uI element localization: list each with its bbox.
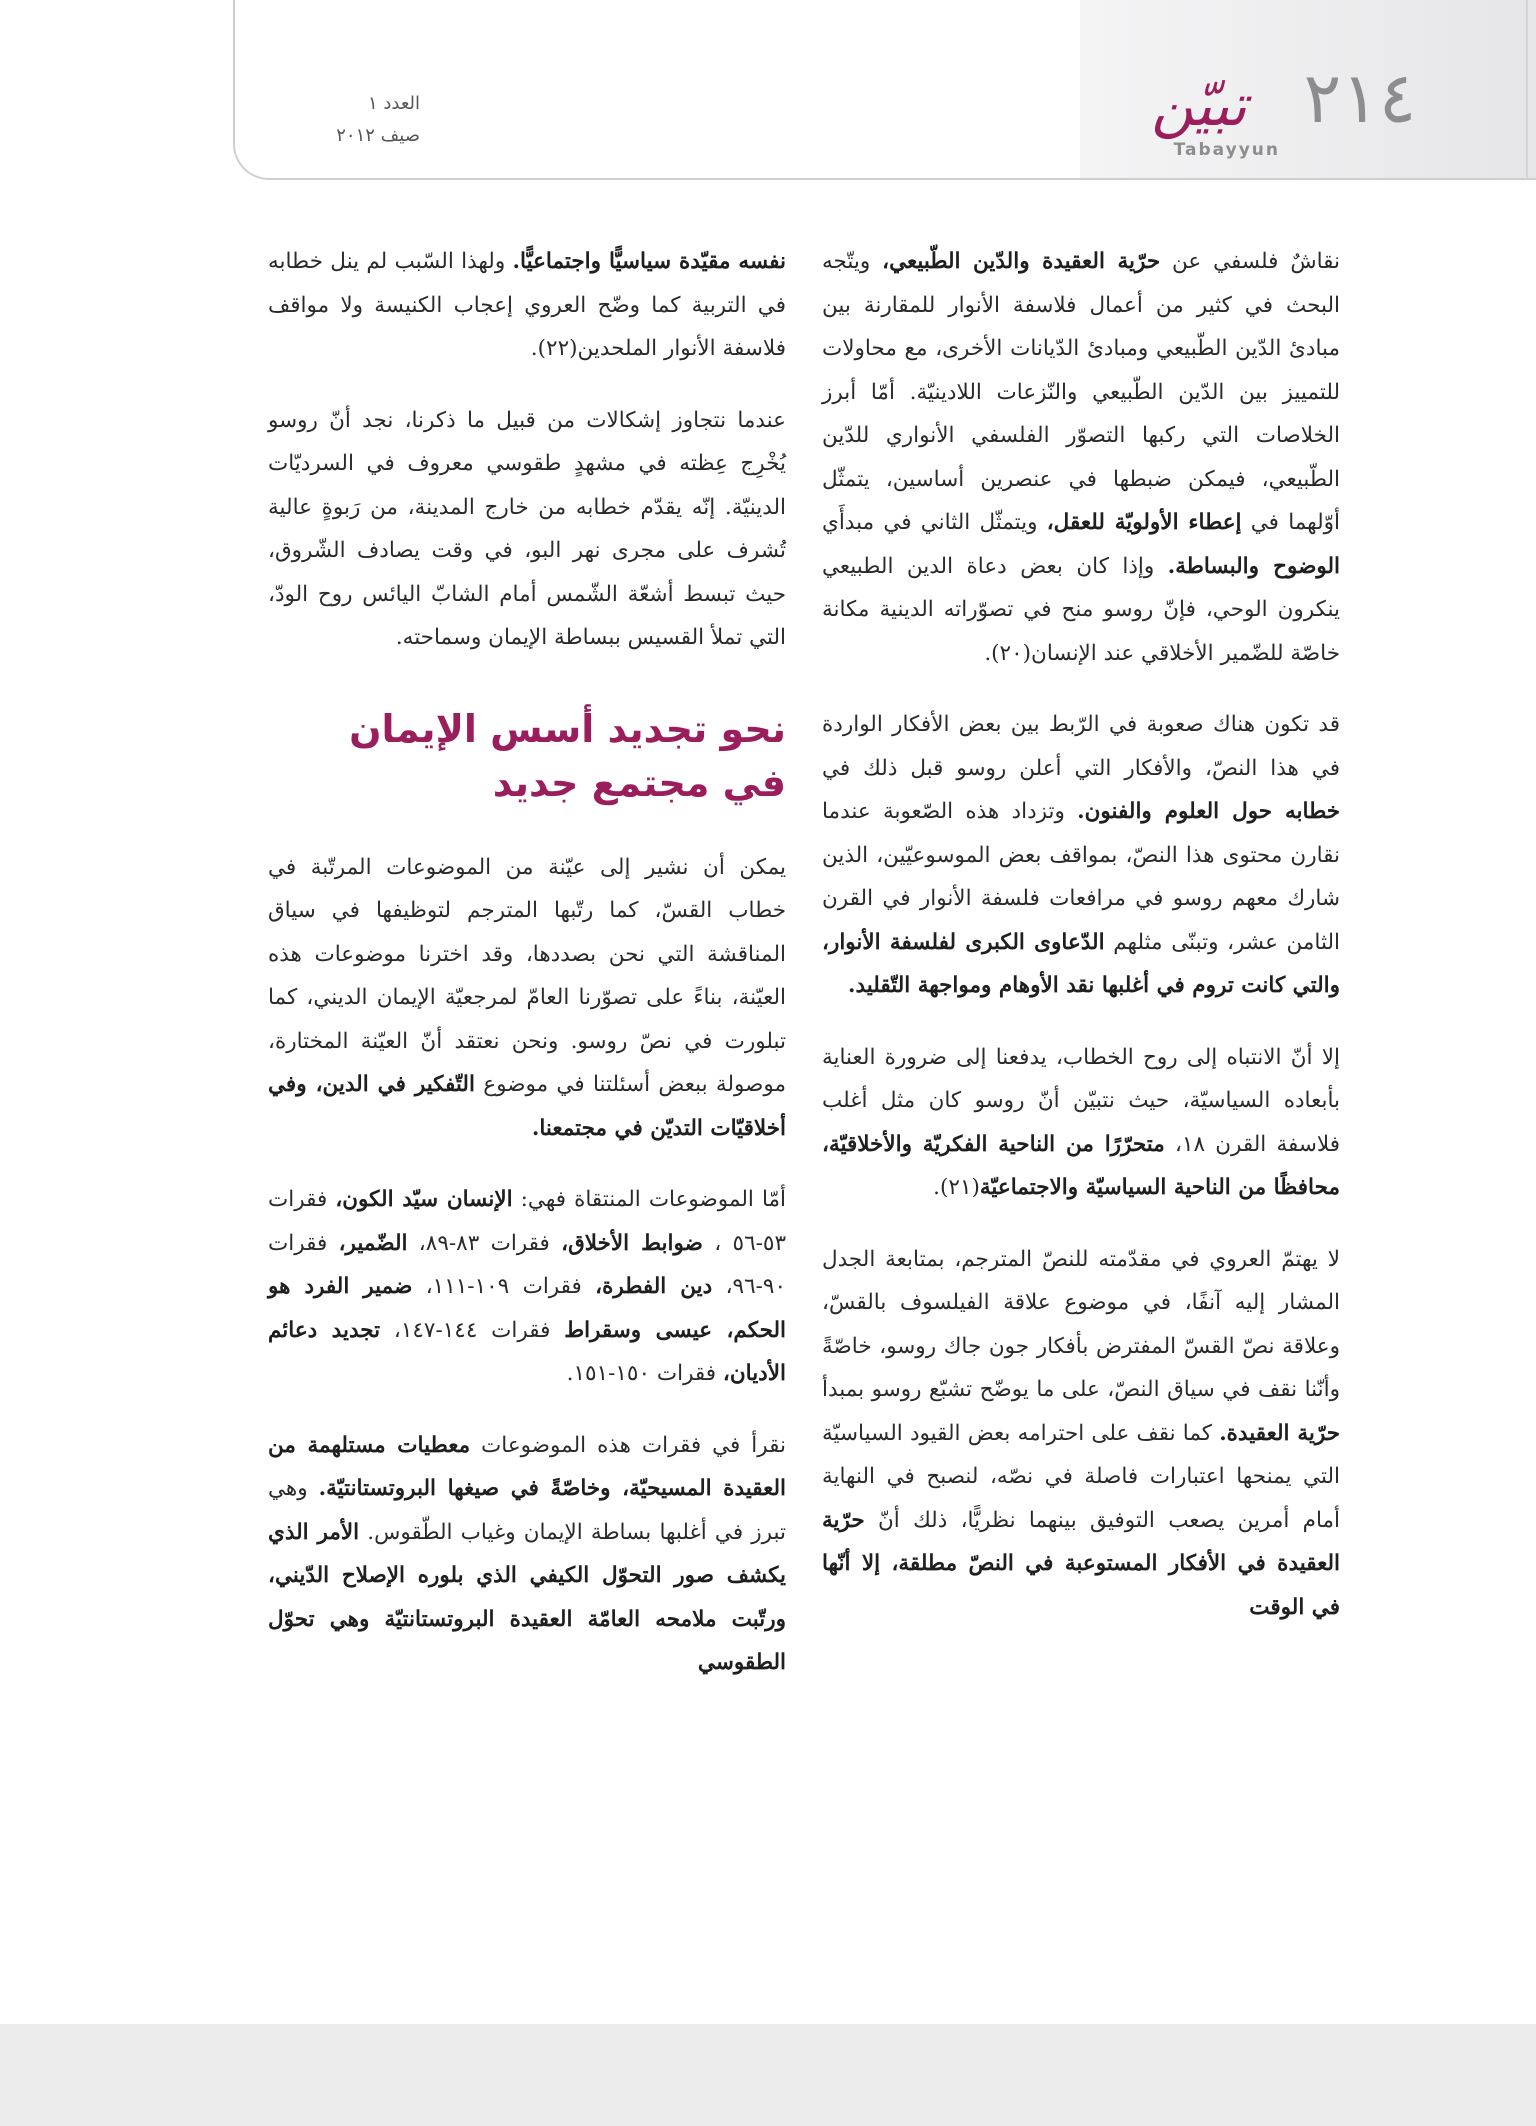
issue-info (270, 88, 420, 152)
journal-logo (1118, 70, 1280, 165)
paragraph: عندما نتجاوز إشكالات من قبيل ما ذكرنا، نجد أنّ روسو يُخْرِج عِظته في مشهدٍ طقوسي معروف في السرديّات الدينيّة. إنّه يقدّم خطابه من خارج المدينة، من رَبوةٍ عالية تُشرف على مجرى نهر البو، في وقت يصادف الشّروق، حيث تبسط أشعّة الشّمس أمام الشابّ اليائس روح الودّ، التي تملأ القسيس ببساطة الإيمان وسماحته. (268, 407, 786, 650)
paragraph: نقاشٌ فلسفي عن حرّية العقيدة والدّين الطّبيعي، ويتّجه البحث في كثير من أعمال فلاسفة الأنوار للمقارنة بين مبادئ الدّين الطّبيعي ومبادئ الدّيانات الأخرى، مع محاولات للتمييز بين الدّين الطّبيعي والنّزعات اللادينيّة. أمّا أبرز الخلاصات التي ركبها التصوّر الفلسفي الأنواري للدّين الطّبيعي، فيمكن ضبطها في عنصرين أساسين، يتمثّل أوّلهما في إعطاء الأولويّة للعقل، ويتمثّل الثاني في مبدأَي الوضوح والبساطة. وإذا كان بعض دعاة الدين الطبيعي ينكرون الوحي، فإنّ روسو منح في تصوّراته الدينية مكانة خاصّة للضّمير الأخلاقي عند الإنسان(٢٠). (822, 249, 1340, 666)
header-divider (1526, 0, 1528, 178)
paragraph: يمكن أن نشير إلى عيّنة من الموضوعات المرتّبة في خطاب القسّ، كما رتّبها المترجم لتوظيفها في سياق المناقشة التي نحن بصددها، وقد اخترنا موضوعات هذه العيّنة، بناءً على تصوّرنا العامّ لمرجعيّة الإيمان الديني، كما تبلورت في نصّ روسو. ونحن نعتقد أنّ العيّنة المختارة، موصولة ببعض أسئلتنا في موضوع التّفكير في الدين، وفي أخلاقيّات التديّن في مجتمعنا. (268, 854, 786, 1141)
paragraph: إلا أنّ الانتباه إلى روح الخطاب، يدفعنا إلى ضرورة العناية بأبعاده السياسيّة، حيث نتبيّن أنّ روسو كان مثل أغلب فلاسفة القرن ١٨، متحرّرًا من الناحية الفكريّة والأخلاقيّة، محافظًا من الناحية السياسيّة والاجتماعيّة(٢١). (822, 1044, 1340, 1200)
paragraph: نقرأ في فقرات هذه الموضوعات معطيات مستلهمة من العقيدة المسيحيّة، وخاصّةً في صيغها البروتستانتيّة. وهي تبرز في أغلبها بساطة الإيمان وغياب الطّقوس. الأمر الذي يكشف صور التحوّل الكيفي الذي بلوره الإصلاح الدّيني، ورتّبت ملامحه العامّة العقيدة البروتستانتيّة وهي تحوّل الطقوسي (268, 1432, 786, 1675)
logo-arabic: تبيّن (1151, 71, 1247, 139)
left-column (268, 240, 786, 1713)
section-heading (268, 702, 786, 810)
issue-number: العدد ١ (367, 93, 420, 114)
right-column (822, 240, 1340, 1657)
section-heading-line-1: نحو تجديد أسس الإيمان (349, 706, 786, 751)
issue-season: صيف ٢٠١٢ (336, 125, 420, 146)
paragraph: أمّا الموضوعات المنتقاة فهي: الإنسان سيّد الكون، فقرات ٥٣-٥٦ ، ضوابط الأخلاق، فقرات ٨٣-٨٩، الضّمير، فقرات ٩٠-٩٦، دين الفطرة، فقرات ١٠٩-١١١، ضمير الفرد هو الحكم، عيسى وسقراط فقرات ١٤٤-١٤٧، تجديد دعائم الأديان، فقرات ١٥٠-١٥١. (268, 1187, 786, 1386)
paragraph: نفسه مقيّدة سياسيًّا واجتماعيًّا. ولهذا السّبب لم ينل خطابه في التربية كما وضّح العروي إعجاب الكنيسة ولا مواقف فلاسفة الأنوار الملحدين(٢٢). (268, 249, 786, 361)
paragraph: قد تكون هناك صعوبة في الرّبط بين بعض الأفكار الواردة في هذا النصّ، والأفكار التي أعلن روسو قبل ذلك في خطابه حول العلوم والفنون. وتزداد هذه الصّعوبة عندما نقارن محتوى هذا النصّ، بمواقف بعض الموسوعيّين، الذين شارك معهم روسو في مرافعات فلسفة الأنوار في القرن الثامن عشر، وتبنّى مثلهم الدّعاوى الكبرى لفلسفة الأنوار، والتي كانت تروم في أغلبها نقد الأوهام ومواجهة التّقليد. (822, 712, 1341, 998)
paragraph: لا يهتمّ العروي في مقدّمته للنصّ المترجم، بمتابعة الجدل المشار إليه آنفًا، في موضوع علاقة الفيلسوف بالقسّ، وعلاقة نصّ القسّ المفترض بأفكار جون جاك روسو، خاصّةً وأنّنا نقف في سياق النصّ، على ما يوضّح تشبّع روسو بمبدأ حرّية العقيدة. كما نقف على احترامه بعض القيود السياسيّة التي يمنحها اعتبارات فاصلة في نصّه، لنصبح في النهاية أمام أمرين يصعب التوفيق بينهما نظريًّا، ذلك أنّ حرّية العقيدة في الأفكار المستوعبة في النصّ مطلقة، إلا أنّها في الوقت (822, 1246, 1340, 1620)
logo-latin: Tabayyun (1173, 140, 1280, 160)
page-number: ٢١٤ (1303, 57, 1417, 139)
footer-band (0, 2024, 1536, 2126)
section-heading-line-2: في مجتمع جديد (492, 760, 786, 805)
